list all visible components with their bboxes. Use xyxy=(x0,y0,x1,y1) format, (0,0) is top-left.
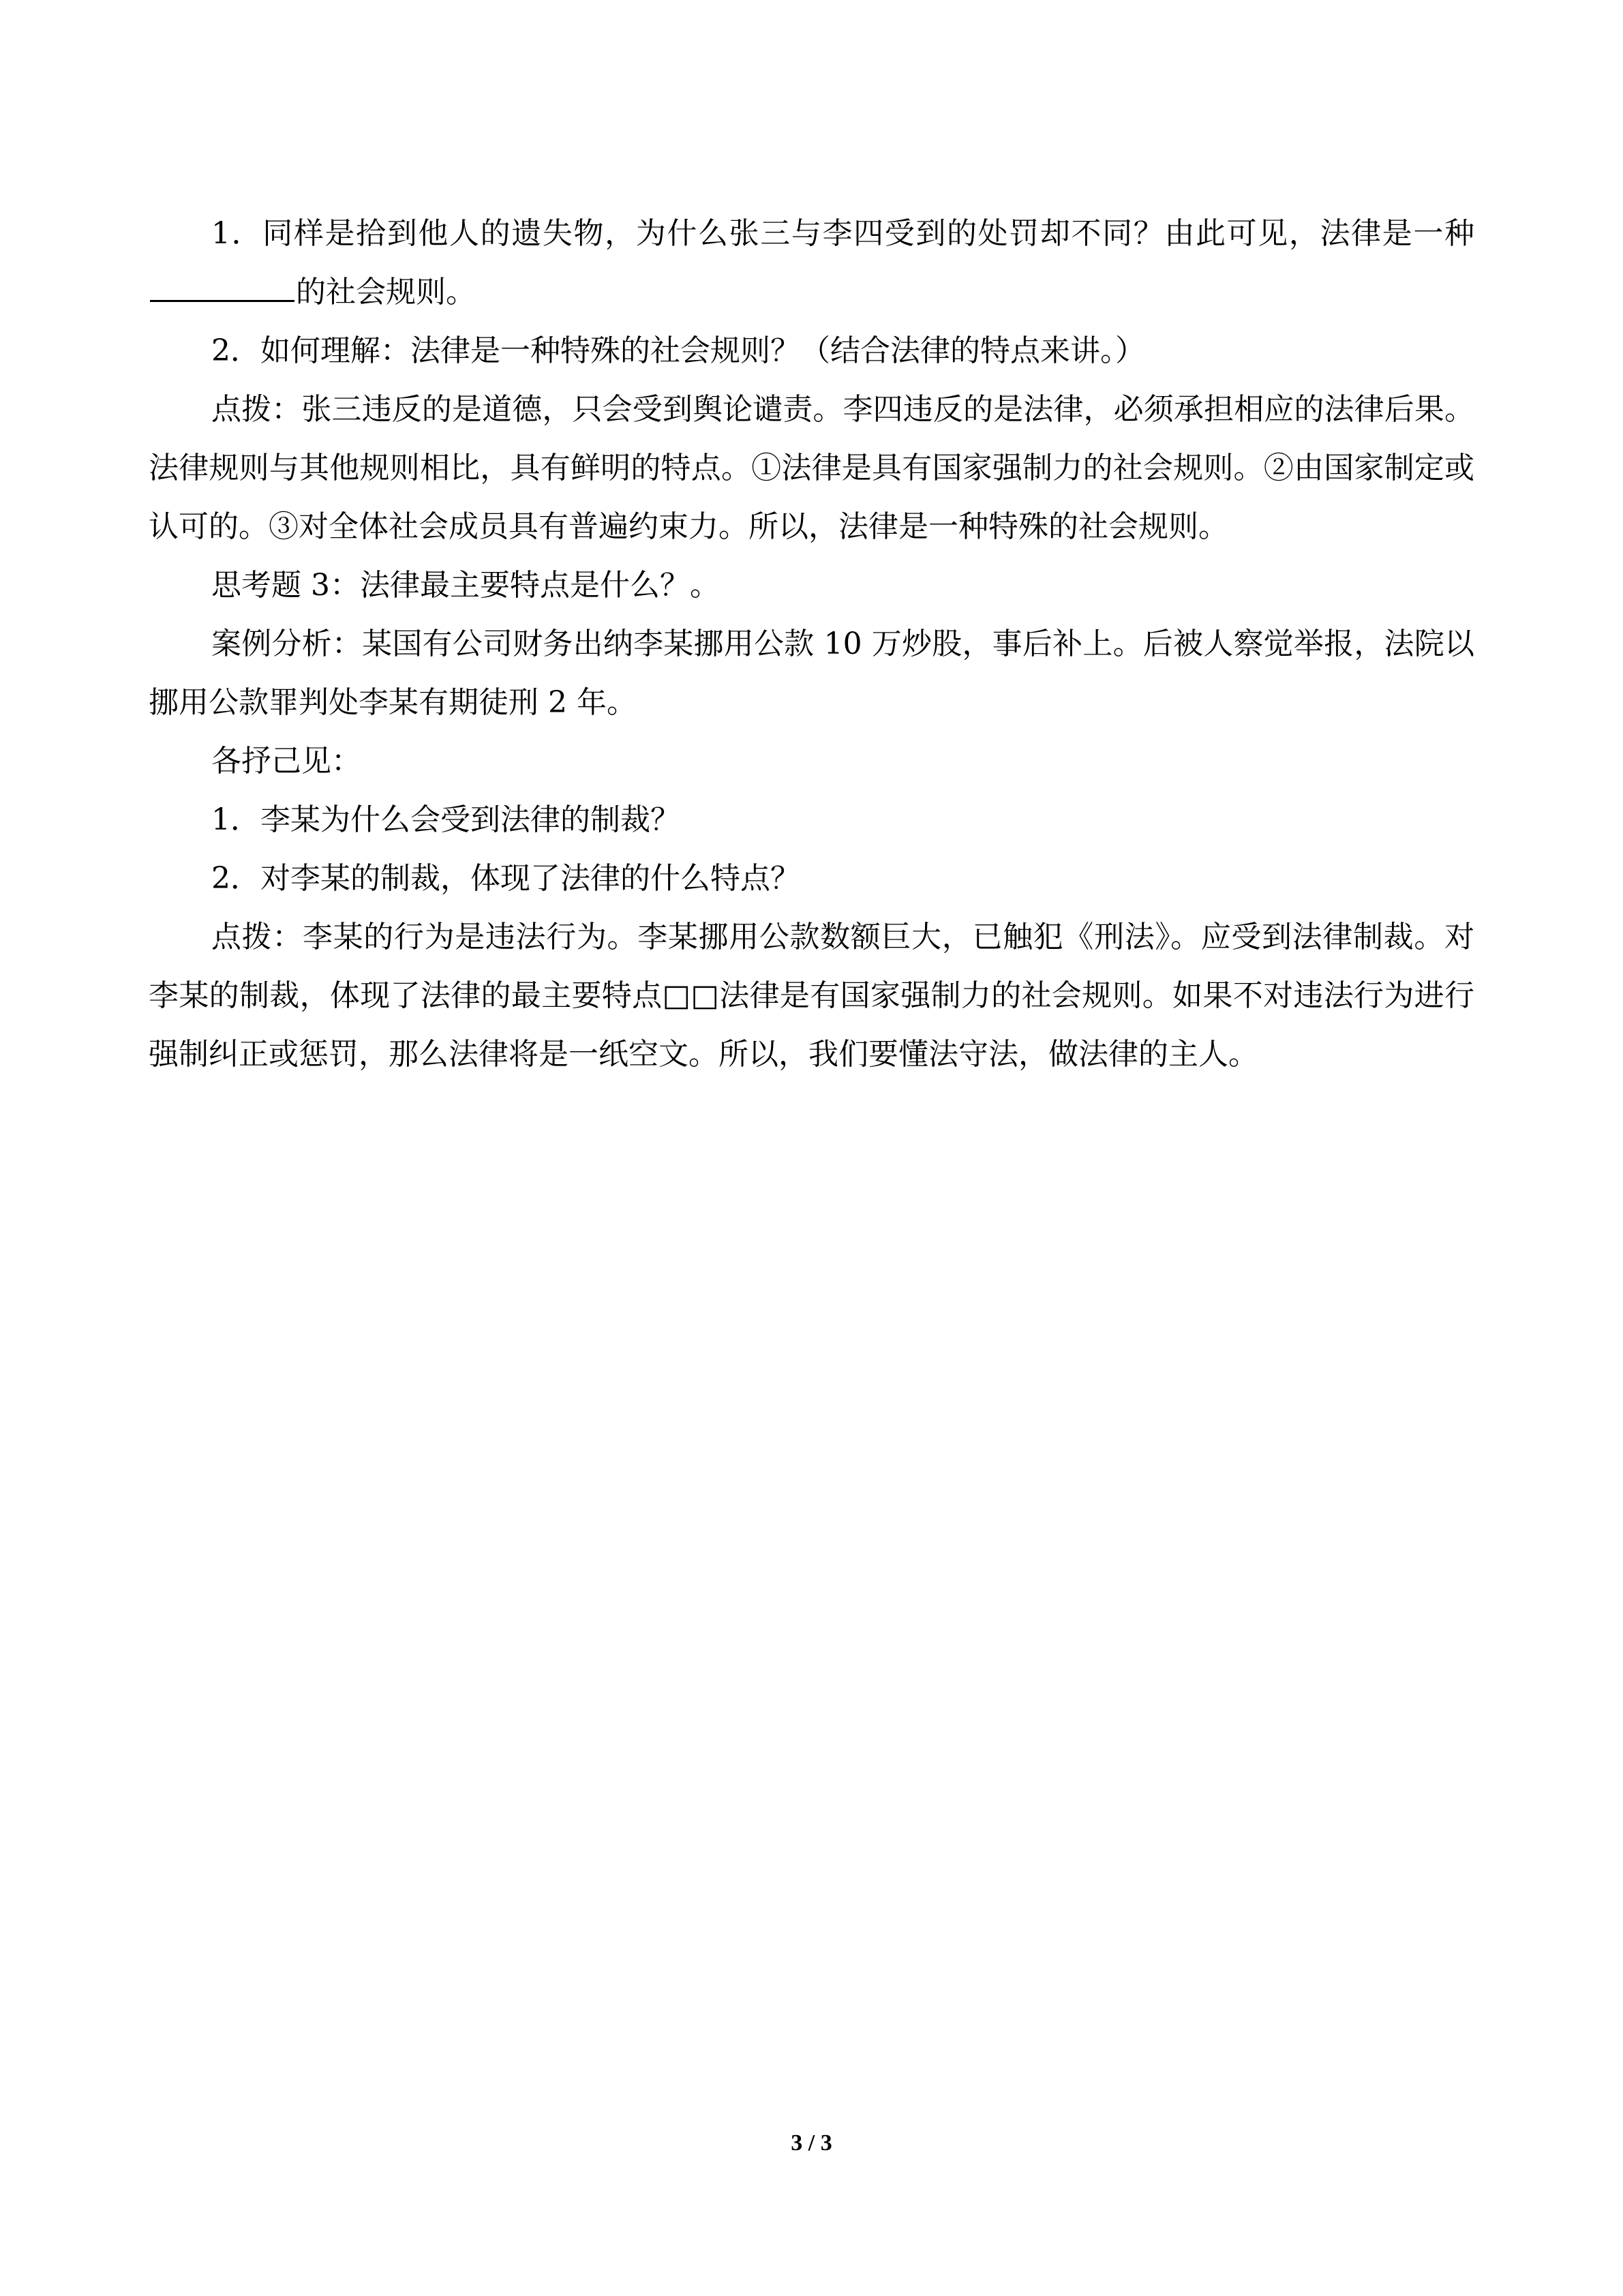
document-body xyxy=(149,205,1474,1084)
question-1-paragraph xyxy=(149,205,1474,322)
fill-in-blank xyxy=(150,270,294,302)
discussion-question-1: 1．李某为什么会受到法律的制裁？ xyxy=(211,802,680,837)
question-2-paragraph: 2．如何理解：法律是一种特殊的社会规则？（结合法律的特点来讲。） xyxy=(211,333,1145,368)
case-analysis-paragraph: 案例分析：某国有公司财务出纳李某挪用公款 10 万炒股，事后补上。后被人察觉举报，法院以挪用公款罪判处李某有期徒刑 2 年。 xyxy=(149,626,1474,720)
page-number: 3 / 3 xyxy=(791,2130,832,2156)
hint-paragraph-1: 点拨：张三违反的是道德，只会受到舆论谴责。李四违反的是法律，必须承担相应的法律后果。法律规则与其他规则相比，具有鲜明的特点。①法律是具有国家强制力的社会规则。②由国家制定或认可的。③对全体社会成员具有普遍约束力。所以，法律是一种特殊的社会规则。 xyxy=(149,392,1474,544)
question-1-text-before: 1．同样是拾到他人的遗失物，为什么张三与李四受到的处罚却不同？由此可见，法律是一种 xyxy=(211,216,1474,251)
question-1-text-after: 的社会规则。 xyxy=(296,275,476,309)
discussion-question-2: 2．对李某的制裁，体现了法律的什么特点？ xyxy=(211,861,800,896)
thinking-question-3: 思考题 3：法律最主要特点是什么？。 xyxy=(211,568,720,603)
hint-paragraph-2: 点拨：李某的行为是违法行为。李某挪用公款数额巨大，已触犯《刑法》。应受到法律制裁。对李某的制裁，体现了法律的最主要特点□□法律是有国家强制力的社会规则。如果不对违法行为进行强制纠正或惩罚，那么法律将是一纸空文。所以，我们要懂法守法，做法律的主人。 xyxy=(149,920,1474,1072)
discussion-heading: 各抒己见： xyxy=(211,744,361,779)
